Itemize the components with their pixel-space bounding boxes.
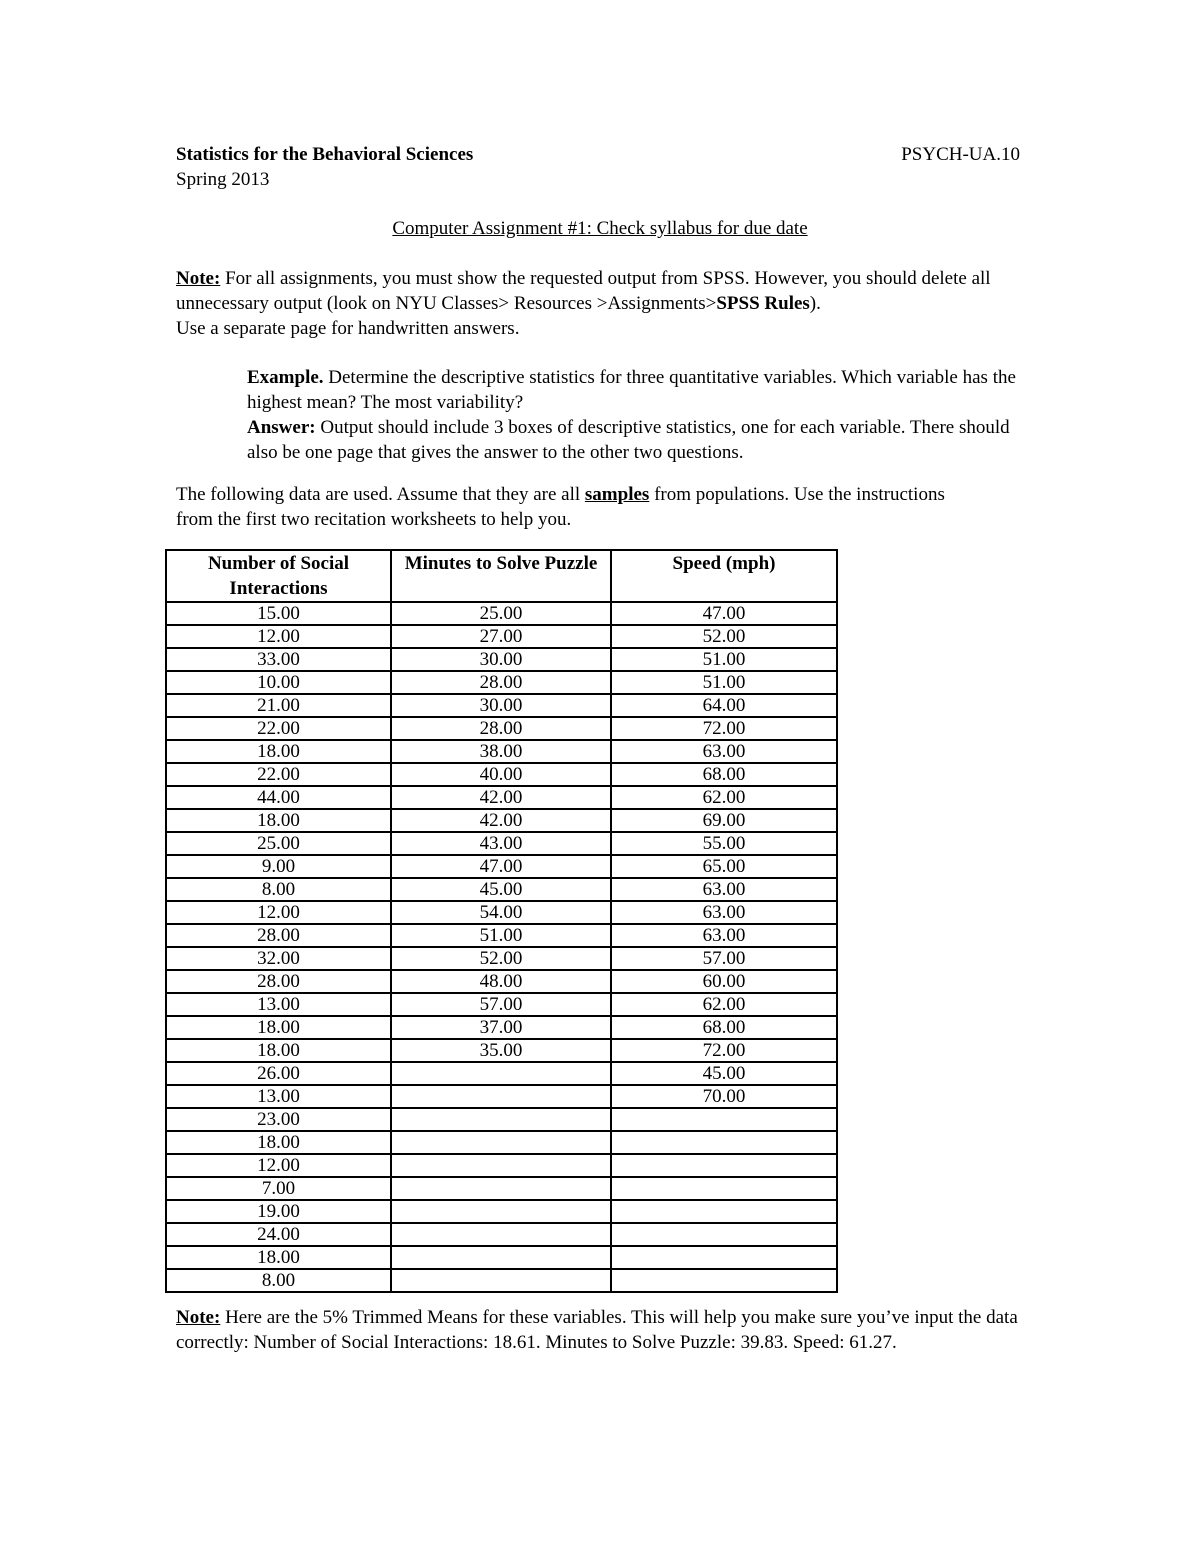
example-label: Example. — [247, 367, 324, 388]
table-cell: 47.00 — [611, 602, 837, 625]
table-row — [166, 1177, 837, 1200]
table-cell — [611, 1177, 837, 1200]
table-cell: 7.00 — [166, 1177, 391, 1200]
header-minutes-puzzle: Minutes to Solve Puzzle — [391, 550, 611, 602]
table-cell: 30.00 — [391, 648, 611, 671]
table-row — [166, 1016, 837, 1039]
table-cell — [611, 1108, 837, 1131]
table-row — [166, 717, 837, 740]
course-title: Statistics for the Behavioral Sciences — [176, 144, 474, 165]
table-row — [166, 1131, 837, 1154]
table-row — [166, 993, 837, 1016]
table-cell: 18.00 — [166, 1246, 391, 1269]
table-row — [166, 602, 837, 625]
table-cell: 43.00 — [391, 832, 611, 855]
table-row — [166, 1062, 837, 1085]
table-cell: 22.00 — [166, 763, 391, 786]
table-cell: 60.00 — [611, 970, 837, 993]
table-cell: 9.00 — [166, 855, 391, 878]
table-cell — [611, 1200, 837, 1223]
table-cell: 52.00 — [391, 947, 611, 970]
table-cell: 18.00 — [166, 809, 391, 832]
table-cell: 72.00 — [611, 717, 837, 740]
table-cell: 33.00 — [166, 648, 391, 671]
table-cell: 72.00 — [611, 1039, 837, 1062]
table-cell: 45.00 — [611, 1062, 837, 1085]
table-cell: 57.00 — [611, 947, 837, 970]
table-cell: 65.00 — [611, 855, 837, 878]
table-cell: 57.00 — [391, 993, 611, 1016]
table-row — [166, 740, 837, 763]
table-row — [166, 924, 837, 947]
table-cell: 64.00 — [611, 694, 837, 717]
table-cell: 26.00 — [166, 1062, 391, 1085]
table-cell — [611, 1131, 837, 1154]
samples-text: samples — [584, 484, 650, 505]
data-intro-paragraph: The following data are used. Assume that they are all samples from populations. Use the instructions from the first two recitation worksheets to help you. — [176, 484, 945, 530]
example-block — [247, 365, 1027, 465]
table-cell — [611, 1223, 837, 1246]
note-line-3: Use a separate page for handwritten answers. — [176, 318, 520, 339]
answer-text: Output should include 3 boxes of descriptive statistics, one for each variable. There should also be one page that gives the answer to the other two questions. — [247, 417, 1010, 463]
table-cell: 70.00 — [611, 1085, 837, 1108]
table-cell — [611, 1246, 837, 1269]
table-cell: 42.00 — [391, 786, 611, 809]
table-cell: 25.00 — [391, 602, 611, 625]
table-cell — [391, 1131, 611, 1154]
note-paragraph: Note: For all assignments, you must show the requested output from SPSS. However, you should delete all unnecessary output (look on NYU Classes> Resources >Assignments>SPSS Rules). Use a separate page for handwritten answers. — [176, 268, 991, 339]
table-cell: 13.00 — [166, 1085, 391, 1108]
table-cell: 40.00 — [391, 763, 611, 786]
table-cell: 51.00 — [391, 924, 611, 947]
table-row — [166, 855, 837, 878]
trimmed-means-text: Here are the 5% Trimmed Means for these variables. This will help you make sure you’ve input the data correctly: Number of Social Interactions: 18.61. Minutes to Solve Puzzle: 39.83. Speed: 61.27. — [176, 1307, 1018, 1353]
table-cell: 52.00 — [611, 625, 837, 648]
table-row — [166, 1246, 837, 1269]
header-speed: Speed (mph) — [611, 550, 837, 602]
table-row — [166, 786, 837, 809]
note-text: For all assignments, you must show the requested output from SPSS. However, you should delete all unnecessary output (look on NYU Classes> Resources >Assignments> — [176, 268, 991, 314]
table-cell: 48.00 — [391, 970, 611, 993]
table-cell: 51.00 — [611, 648, 837, 671]
example-text: Determine the descriptive statistics for three quantitative variables. Which variable has the highest mean? The most variability? — [247, 367, 1016, 413]
table-cell: 22.00 — [166, 717, 391, 740]
table-cell: 18.00 — [166, 1016, 391, 1039]
table-cell: 18.00 — [166, 1039, 391, 1062]
table-row — [166, 763, 837, 786]
table-row — [166, 970, 837, 993]
table-cell: 28.00 — [166, 970, 391, 993]
table-cell: 18.00 — [166, 1131, 391, 1154]
table-cell: 15.00 — [166, 602, 391, 625]
table-cell: 63.00 — [611, 878, 837, 901]
table-cell: 8.00 — [166, 878, 391, 901]
table-cell: 68.00 — [611, 763, 837, 786]
spss-rules-text: SPSS Rules — [716, 293, 810, 314]
table-cell: 12.00 — [166, 1154, 391, 1177]
table-row — [166, 648, 837, 671]
table-cell: 28.00 — [391, 717, 611, 740]
table-cell: 12.00 — [166, 901, 391, 924]
table-cell: 45.00 — [391, 878, 611, 901]
table-row — [166, 901, 837, 924]
table-cell: 44.00 — [166, 786, 391, 809]
table-row — [166, 878, 837, 901]
table-cell — [391, 1269, 611, 1292]
note-label: Note: — [176, 268, 221, 289]
table-cell: 35.00 — [391, 1039, 611, 1062]
table-cell: 32.00 — [166, 947, 391, 970]
table-cell: 18.00 — [166, 740, 391, 763]
table-cell: 25.00 — [166, 832, 391, 855]
table-cell: 23.00 — [166, 1108, 391, 1131]
table-row — [166, 809, 837, 832]
table-cell — [391, 1177, 611, 1200]
table-cell — [391, 1062, 611, 1085]
table-cell: 54.00 — [391, 901, 611, 924]
table-row — [166, 947, 837, 970]
table-row — [166, 1154, 837, 1177]
table-cell: 69.00 — [611, 809, 837, 832]
table-cell: 63.00 — [611, 901, 837, 924]
assignment-title: Computer Assignment #1: Check syllabus for due date — [392, 218, 808, 239]
table-cell — [391, 1154, 611, 1177]
table-cell — [611, 1269, 837, 1292]
table-cell: 47.00 — [391, 855, 611, 878]
table-cell: 63.00 — [611, 924, 837, 947]
table-cell: 30.00 — [391, 694, 611, 717]
table-cell: 62.00 — [611, 786, 837, 809]
table-cell: 24.00 — [166, 1223, 391, 1246]
table-row — [166, 1039, 837, 1062]
table-row — [166, 625, 837, 648]
table-cell: 12.00 — [166, 625, 391, 648]
table-row — [166, 1108, 837, 1131]
table-cell: 27.00 — [391, 625, 611, 648]
table-row — [166, 1085, 837, 1108]
table-cell: 37.00 — [391, 1016, 611, 1039]
table-cell — [391, 1246, 611, 1269]
table-cell: 38.00 — [391, 740, 611, 763]
table-row — [166, 671, 837, 694]
header-social-interactions: Number of Social Interactions — [166, 550, 391, 602]
table-row — [166, 1269, 837, 1292]
table-cell — [611, 1154, 837, 1177]
table-cell — [391, 1200, 611, 1223]
table-cell: 42.00 — [391, 809, 611, 832]
data-table — [165, 549, 838, 1293]
table-cell: 51.00 — [611, 671, 837, 694]
table-row — [166, 1200, 837, 1223]
table-cell — [391, 1223, 611, 1246]
page-header — [176, 142, 1020, 192]
note-label: Note: — [176, 1307, 221, 1328]
course-code: PSYCH-UA.10 — [901, 144, 1020, 165]
table-cell: 21.00 — [166, 694, 391, 717]
table-cell: 28.00 — [166, 924, 391, 947]
table-cell: 10.00 — [166, 671, 391, 694]
table-row — [166, 1223, 837, 1246]
table-header-row — [166, 550, 837, 602]
table-cell: 28.00 — [391, 671, 611, 694]
table-cell: 55.00 — [611, 832, 837, 855]
table-row — [166, 694, 837, 717]
table-cell — [391, 1085, 611, 1108]
table-cell: 8.00 — [166, 1269, 391, 1292]
table-row — [166, 832, 837, 855]
table-cell: 62.00 — [611, 993, 837, 1016]
answer-label: Answer: — [247, 417, 316, 438]
table-cell: 63.00 — [611, 740, 837, 763]
trimmed-means-note — [176, 1305, 1036, 1355]
table-cell: 68.00 — [611, 1016, 837, 1039]
term: Spring 2013 — [176, 169, 270, 190]
table-cell: 19.00 — [166, 1200, 391, 1223]
table-cell — [391, 1108, 611, 1131]
table-cell: 13.00 — [166, 993, 391, 1016]
